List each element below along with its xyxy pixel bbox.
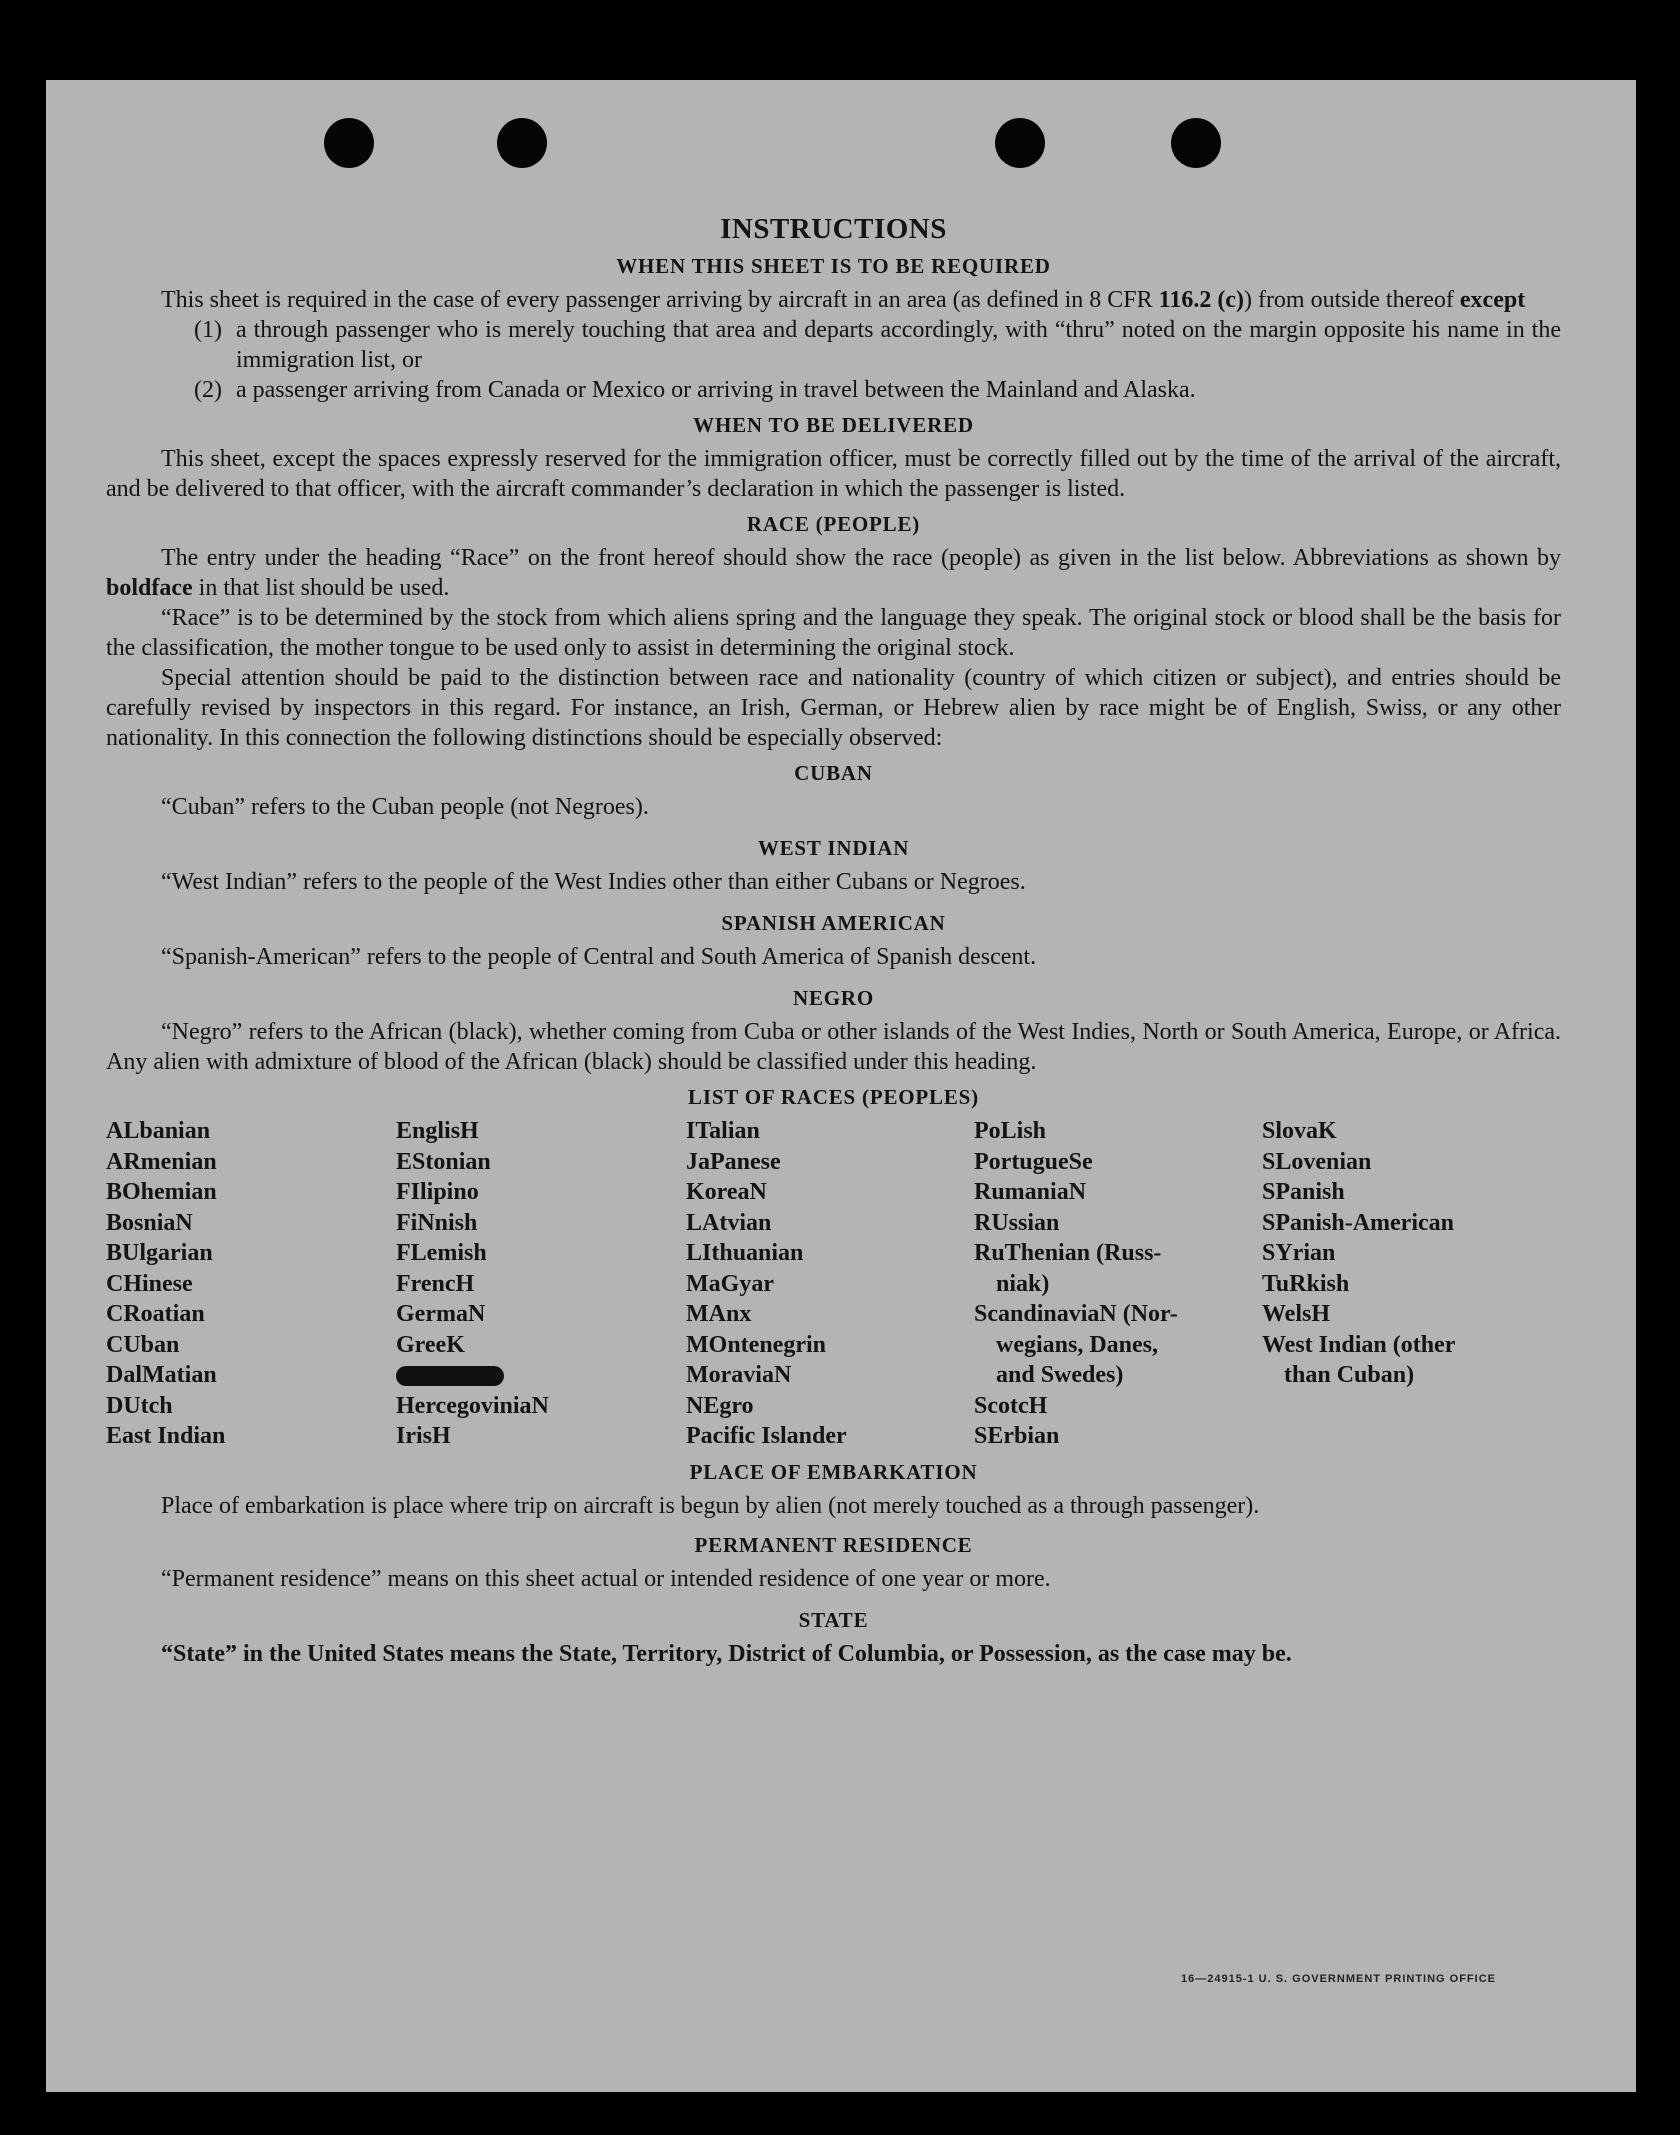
redacted-entry bbox=[396, 1360, 686, 1391]
heading-required: WHEN THIS SHEET IS TO BE REQUIRED bbox=[616, 254, 1051, 278]
race-item: PortugueSe bbox=[974, 1148, 1093, 1175]
race-item: FLemish bbox=[396, 1240, 487, 1266]
race-item: EnglisH bbox=[396, 1118, 479, 1144]
heading-west-indian: WEST INDIAN bbox=[757, 836, 910, 860]
race-item: GermaN bbox=[396, 1301, 486, 1327]
heading-negro: NEGRO bbox=[792, 986, 874, 1010]
delivered-text: This sheet, except the spaces expressly reserved for the immigration officer, must be correctly filled out by the time of the arrival of the aircraft, and be delivered to that officer, with the aircraft commander’s declaration in which the passenger is listed. bbox=[106, 446, 1561, 502]
race-item: MaGyar bbox=[686, 1270, 774, 1297]
race-item: MOntenegrin bbox=[686, 1331, 826, 1358]
race-item: RumaniaN bbox=[974, 1179, 1087, 1205]
race-column-3 bbox=[686, 1116, 974, 1452]
race-column-1 bbox=[106, 1116, 396, 1452]
race-item: SPanish-American bbox=[1262, 1209, 1454, 1236]
instructions-content bbox=[106, 213, 1561, 1669]
race-item: ScandinaviaN (Nor- bbox=[974, 1301, 1178, 1327]
race-item: SErbian bbox=[974, 1423, 1060, 1449]
race-item: East Indian bbox=[106, 1423, 226, 1449]
race-item: EStonian bbox=[396, 1148, 491, 1175]
race-item: WelsH bbox=[1262, 1301, 1331, 1327]
race-item: and Swedes) bbox=[996, 1362, 1124, 1388]
race-item: BUlgarian bbox=[106, 1240, 213, 1266]
race-item: ITalian bbox=[686, 1118, 760, 1144]
race-item: RUssian bbox=[974, 1209, 1060, 1236]
race-item: SLovenian bbox=[1262, 1148, 1372, 1175]
spanish-american-text: “Spanish-American” refers to the people of Central and South America of Spanish descent. bbox=[161, 944, 1037, 970]
race-item: SPanish bbox=[1262, 1179, 1345, 1205]
heading-permanent-residence: PERMANENT RESIDENCE bbox=[694, 1532, 973, 1557]
race-item: JaPanese bbox=[686, 1148, 781, 1175]
race-item: than Cuban) bbox=[1284, 1362, 1415, 1388]
race-item: SYrian bbox=[1262, 1240, 1336, 1266]
race-item: MAnx bbox=[686, 1301, 752, 1327]
race-item: CUban bbox=[106, 1331, 180, 1358]
race-item: PoLish bbox=[974, 1118, 1047, 1144]
punch-hole bbox=[995, 118, 1045, 168]
heading-cuban: CUBAN bbox=[794, 761, 873, 785]
race-paragraph-1: The entry under the heading “Race” on the front hereof should show the race (people) as given in the list below. Abbreviations as shown by boldface in that list should be used. bbox=[106, 545, 1561, 601]
race-item: TuRkish bbox=[1262, 1270, 1350, 1297]
document-sheet bbox=[46, 80, 1636, 2092]
heading-embarkation: PLACE OF EMBARKATION bbox=[689, 1459, 978, 1484]
race-item: ScotcH bbox=[974, 1392, 1048, 1419]
race-item: wegians, Danes, bbox=[996, 1331, 1159, 1358]
race-item: HercegoviniaN bbox=[396, 1392, 549, 1419]
race-item: DUtch bbox=[106, 1392, 173, 1419]
race-item: West Indian (other bbox=[1262, 1331, 1456, 1358]
heading-delivered: WHEN TO BE DELIVERED bbox=[693, 413, 974, 437]
punch-hole bbox=[1171, 118, 1221, 168]
race-item: CHinese bbox=[106, 1270, 193, 1297]
heading-race: RACE (PEOPLE) bbox=[746, 512, 921, 536]
race-item: FrencH bbox=[396, 1270, 475, 1297]
negro-text: “Negro” refers to the African (black), whether coming from Cuba or other islands of the West Indies, North or South America, Europe, or Africa. Any alien with admixture of blood of the African (black) should be classified under this heading. bbox=[106, 1019, 1561, 1075]
race-item: ALbanian bbox=[106, 1118, 211, 1144]
race-paragraph-3: Special attention should be paid to the distinction between race and nationality (country of which citizen or subject), and entries should be carefully revised by inspectors in this regard. For instance, an Irish, German, or Hebrew alien by race might be of English, Swiss, or any other nationality. In this connection the following distinctions should be especially observed: bbox=[106, 665, 1561, 751]
printer-footer: 16—24915-1 U. S. GOVERNMENT PRINTING OFFICE bbox=[1180, 1973, 1496, 1985]
race-item: MoraviaN bbox=[686, 1362, 792, 1388]
race-item: Pacific Islander bbox=[686, 1423, 847, 1449]
race-item: ARmenian bbox=[106, 1148, 217, 1175]
race-item: LIthuanian bbox=[686, 1240, 804, 1266]
embarkation-text: Place of embarkation is place where trip on aircraft is begun by alien (not merely touched as a through passenger). bbox=[161, 1492, 1260, 1519]
race-paragraph-2: “Race” is to be determined by the stock from which aliens spring and the language they speak. The original stock or blood shall be the basis for the classification, the mother tongue to be used only to assist in determining the original stock. bbox=[106, 605, 1561, 661]
heading-list-of-races: LIST OF RACES (PEOPLES) bbox=[688, 1085, 979, 1109]
required-item: (2) a passenger arriving from Canada or Mexico or arriving in travel between the Mainland and Alaska. bbox=[194, 377, 1196, 403]
heading-spanish-american: SPANISH AMERICAN bbox=[721, 911, 946, 935]
punch-hole bbox=[497, 118, 547, 168]
race-item: NEgro bbox=[686, 1392, 754, 1419]
west-indian-text: “West Indian” refers to the people of the West Indies other than either Cubans or Negroes. bbox=[161, 869, 1026, 895]
race-column-2 bbox=[396, 1116, 686, 1452]
race-item: RuThenian (Russ- bbox=[974, 1240, 1162, 1266]
cuban-text: “Cuban” refers to the Cuban people (not Negroes). bbox=[161, 794, 649, 820]
state-text: “State” in the United States means the State, Territory, District of Columbia, or Possession, as the case may be. bbox=[161, 1640, 1292, 1667]
race-item: FiNnish bbox=[396, 1209, 478, 1236]
race-item: BOhemian bbox=[106, 1179, 217, 1205]
race-item: SlovaK bbox=[1262, 1118, 1337, 1144]
race-item: CRoatian bbox=[106, 1301, 205, 1327]
page-title: INSTRUCTIONS bbox=[720, 213, 947, 245]
race-item: FIlipino bbox=[396, 1179, 479, 1205]
required-item: (1) a through passenger who is merely touching that area and departs accordingly, with “thru” noted on the margin opposite his name in the immigration list, or bbox=[194, 317, 1561, 373]
race-list bbox=[106, 1116, 1561, 1452]
race-item: DalMatian bbox=[106, 1362, 217, 1388]
race-column-4 bbox=[974, 1116, 1262, 1452]
punch-hole bbox=[324, 118, 374, 168]
race-item: KoreaN bbox=[686, 1179, 767, 1205]
race-column-5 bbox=[1262, 1116, 1552, 1452]
race-item: IrisH bbox=[396, 1423, 451, 1449]
required-intro: This sheet is required in the case of every passenger arriving by aircraft in an area (as defined in 8 CFR 116.2 (c)) from outside thereof except bbox=[161, 287, 1526, 313]
heading-state: STATE bbox=[798, 1607, 869, 1632]
race-item: LAtvian bbox=[686, 1209, 772, 1236]
residence-text: “Permanent residence” means on this sheet actual or intended residence of one year or more. bbox=[161, 1565, 1051, 1592]
race-item: niak) bbox=[996, 1270, 1050, 1297]
race-item: BosniaN bbox=[106, 1209, 193, 1236]
race-item: GreeK bbox=[396, 1331, 465, 1358]
